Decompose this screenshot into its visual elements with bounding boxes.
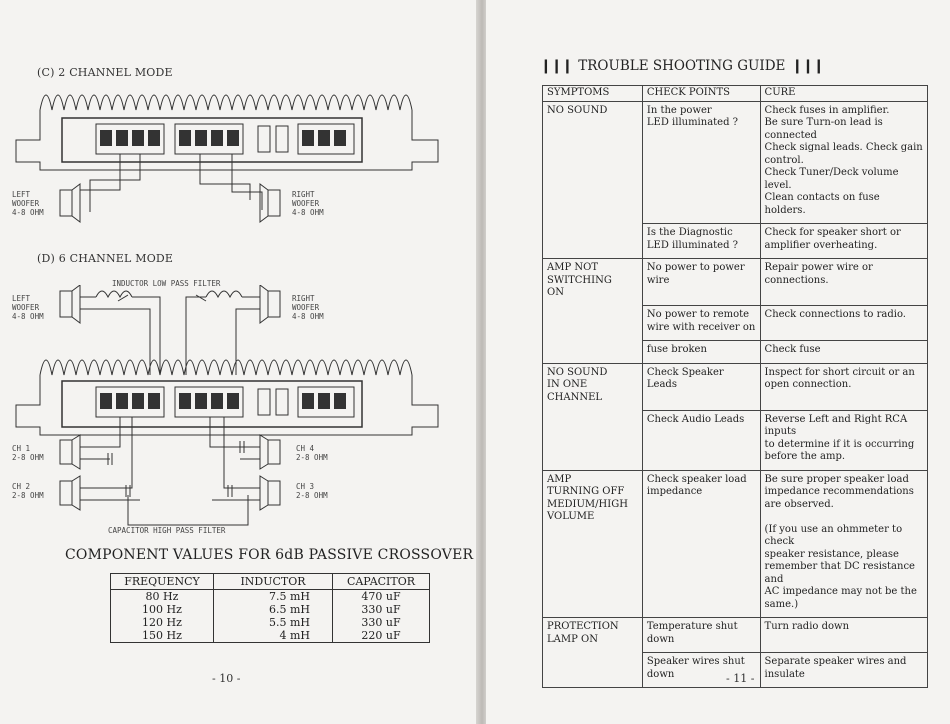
table-row (543, 341, 928, 364)
cell-symptom (543, 653, 643, 688)
component-table (110, 573, 430, 643)
cell-symptom: NO SOUND (543, 101, 643, 224)
cell-symptom (543, 224, 643, 259)
header-symptoms: SYMPTOMS (543, 86, 643, 102)
trouble-table (542, 85, 928, 688)
cell-cure: Turn radio down (760, 618, 927, 653)
table-row (543, 224, 928, 259)
right-woofer-label-d: RIGHT WOOFER 4-8 OHM (292, 294, 324, 321)
bars-icon: ❙❙❙ (540, 58, 573, 74)
table-row (111, 616, 430, 629)
bars-icon: ❙❙❙ (791, 58, 824, 74)
section-d-title: (D) 6 CHANNEL MODE (37, 252, 174, 265)
table-row (543, 259, 928, 306)
cell-inductor: 6.5 mH (214, 603, 333, 616)
cell-inductor: 4 mH (214, 629, 333, 643)
right-page (486, 0, 950, 724)
right-woofer-label: RIGHT WOOFER 4-8 OHM (292, 190, 324, 217)
cell-inductor: 7.5 mH (214, 590, 333, 604)
cell-capacitor: 330 uF (333, 603, 430, 616)
cell-cure: Separate speaker wires and insulate (760, 653, 927, 688)
header-capacitor: CAPACITOR (333, 574, 430, 590)
cell-cure: Reverse Left and Right RCA inputs to determine if it is occurring before the amp. (760, 410, 927, 470)
table-row (543, 306, 928, 341)
trouble-title-text: TROUBLE SHOOTING GUIDE (578, 58, 786, 74)
ch1-label: CH 1 2-8 OHM (12, 444, 44, 462)
table-row (111, 603, 430, 616)
cell-frequency: 80 Hz (145, 590, 179, 603)
trouble-title (540, 58, 824, 74)
cell-capacitor: 220 uF (333, 629, 430, 643)
cell-capacitor: 330 uF (333, 616, 430, 629)
section-c-title: (C) 2 CHANNEL MODE (37, 66, 173, 79)
two-channel-diagram (0, 80, 478, 320)
header-cure: CURE (760, 86, 927, 102)
inductor-label: INDUCTOR LOW PASS FILTER (112, 279, 221, 288)
cell-check-point: No power to remote wire with receiver on (642, 306, 760, 341)
ch2-label: CH 2 2-8 OHM (12, 482, 44, 500)
header-frequency: FREQUENCY (111, 574, 214, 590)
ch4-label: CH 4 2-8 OHM (296, 444, 328, 462)
cell-cure: Repair power wire or connections. (760, 259, 927, 306)
ch3-label: CH 3 2-8 OHM (296, 482, 328, 500)
cell-symptom (543, 306, 643, 341)
cell-check-point: Speaker wires shut down (642, 653, 760, 688)
cell-inductor: 5.5 mH (214, 616, 333, 629)
cell-symptom (543, 341, 643, 364)
cell-check-point: Check speaker load impedance (642, 470, 760, 618)
header-check-points: CHECK POINTS (642, 86, 760, 102)
cell-symptom: AMP NOT SWITCHING ON (543, 259, 643, 306)
cell-frequency: 100 Hz (142, 603, 182, 616)
cell-check-point: fuse broken (642, 341, 760, 364)
table-row (111, 590, 430, 604)
cell-cure: Be sure proper speaker load impedance recommendations are observed. (If you use an ohmmeter to check speaker resistance, please remember that DC resistance and AC impedance may not be the same.) (760, 470, 927, 618)
cell-cure: Check for speaker short or amplifier overheating. (760, 224, 927, 259)
cell-capacitor: 470 uF (333, 590, 430, 604)
cell-cure: Check fuses in amplifier. Be sure Turn-on lead is connected Check signal leads. Check gain control. Check Tuner/Deck volume level. Clean contacts on fuse holders. (760, 101, 927, 224)
cell-cure: Inspect for short circuit or an open connection. (760, 363, 927, 410)
table-row (543, 470, 928, 618)
cell-check-point: No power to power wire (642, 259, 760, 306)
cell-check-point: Check Audio Leads (642, 410, 760, 470)
table-row (543, 101, 928, 224)
left-woofer-label: LEFT WOOFER 4-8 OHM (12, 190, 44, 217)
table-row (543, 618, 928, 653)
cell-check-point: Temperature shut down (642, 618, 760, 653)
table-row (543, 363, 928, 410)
cell-frequency: 150 Hz (142, 629, 182, 642)
left-woofer-label-d: LEFT WOOFER 4-8 OHM (12, 294, 44, 321)
six-channel-diagram (0, 285, 478, 535)
page-number-left: - 10 - (212, 672, 241, 685)
table-row (543, 410, 928, 470)
component-title: COMPONENT VALUES FOR 6dB PASSIVE CROSSOVER (65, 547, 474, 563)
page-number-right: - 11 - (726, 672, 755, 685)
cell-symptom (543, 410, 643, 470)
cell-symptom: NO SOUND IN ONE CHANNEL (543, 363, 643, 410)
table-row (111, 629, 430, 643)
cell-symptom: AMP TURNING OFF MEDIUM/HIGH VOLUME (543, 470, 643, 618)
cell-cure: Check fuse (760, 341, 927, 364)
cell-check-point: In the power LED illuminated ? (642, 101, 760, 224)
capacitor-label: CAPACITOR HIGH PASS FILTER (108, 526, 226, 535)
cell-cure: Check connections to radio. (760, 306, 927, 341)
cell-check-point: Is the Diagnostic LED illuminated ? (642, 224, 760, 259)
cell-symptom: PROTECTION LAMP ON (543, 618, 643, 653)
cell-frequency: 120 Hz (142, 616, 182, 629)
header-inductor: INDUCTOR (214, 574, 333, 590)
cell-check-point: Check Speaker Leads (642, 363, 760, 410)
